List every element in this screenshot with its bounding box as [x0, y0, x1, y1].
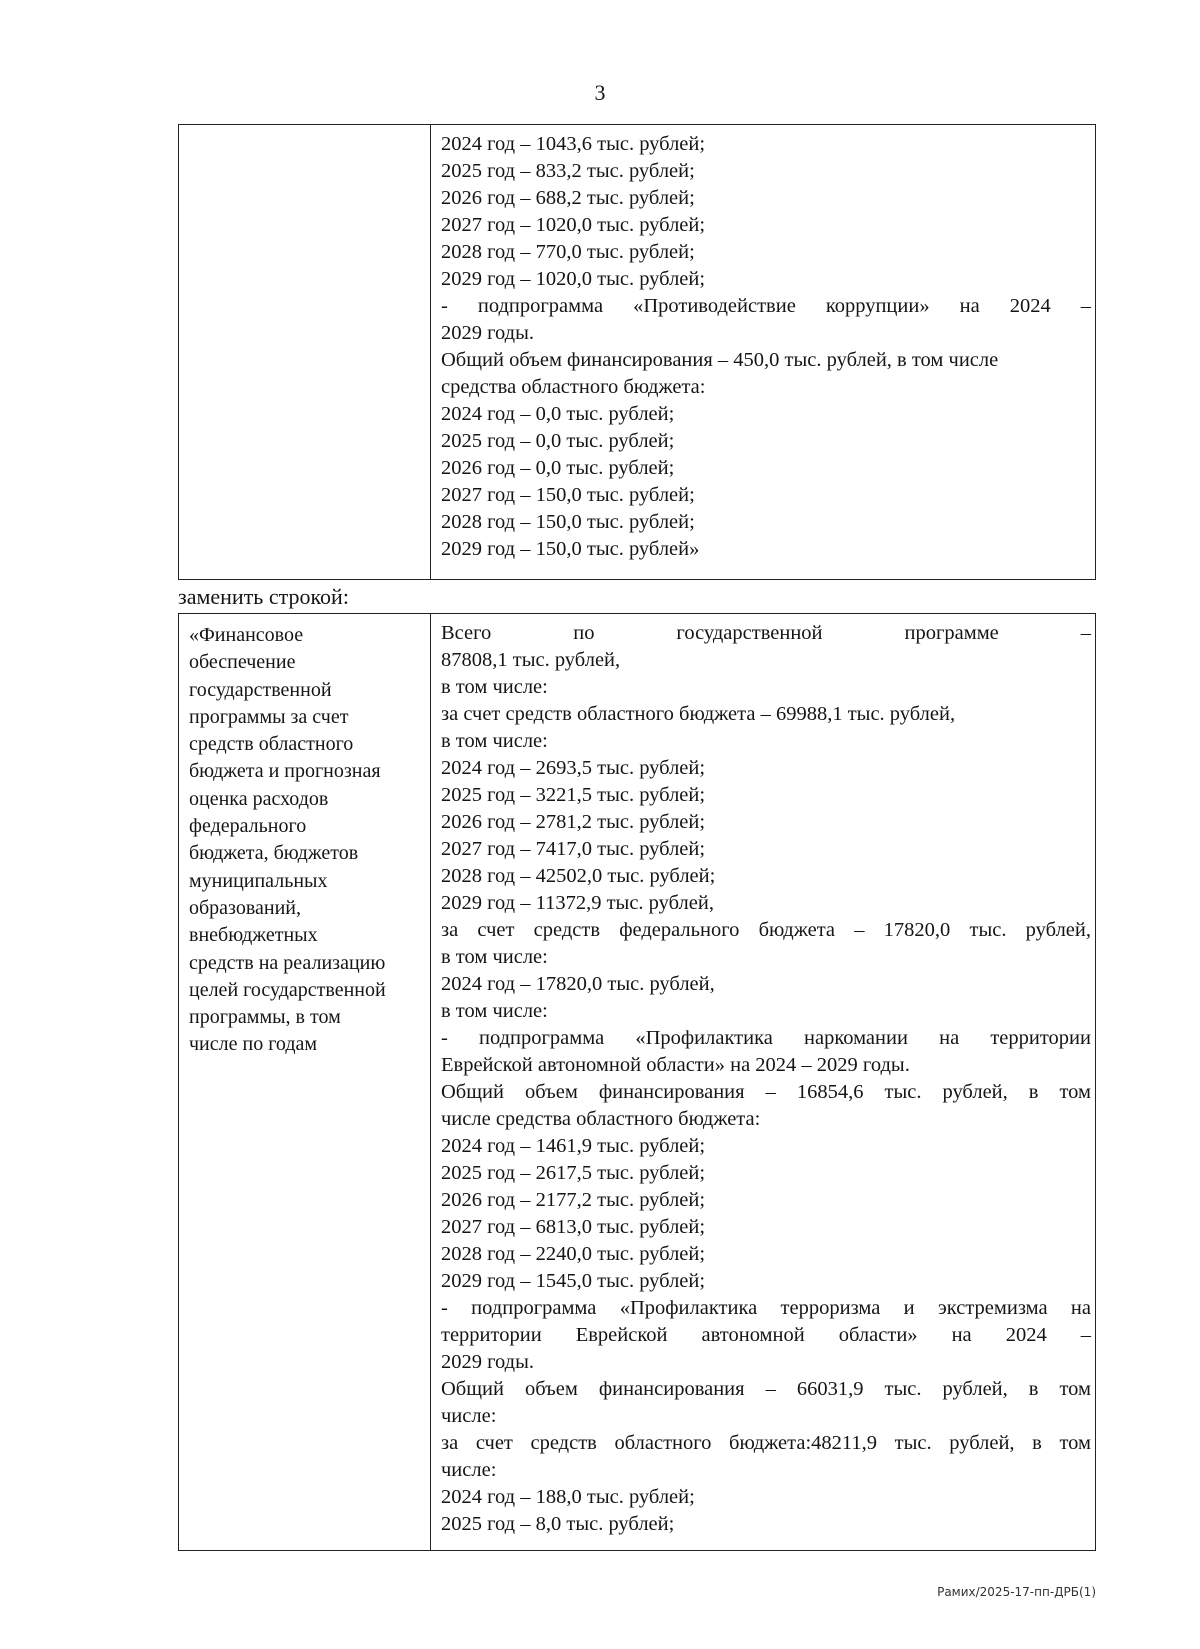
- right-cell-line: Всего по государственной программе –: [441, 622, 1091, 644]
- right-cell-line: 2025 год – 833,2 тыс. рублей;: [441, 160, 695, 182]
- left-cell-line: образований,: [189, 896, 302, 919]
- right-cell-line: 2025 год – 2617,5 тыс. рублей;: [441, 1162, 706, 1184]
- right-cell-line: 2029 год – 150,0 тыс. рублей»: [441, 538, 700, 560]
- right-cell-line: 2026 год – 2781,2 тыс. рублей;: [441, 811, 706, 833]
- right-cell-line: 2027 год – 1020,0 тыс. рублей;: [441, 214, 706, 236]
- right-cell-line: в том числе:: [441, 1000, 548, 1022]
- left-cell-line: программы, в том: [189, 1006, 341, 1029]
- left-cell-line: средств на реализацию: [189, 951, 386, 974]
- table-top-right-cell: [431, 125, 1095, 579]
- left-cell-line: федерального: [189, 815, 307, 838]
- left-cell-line: бюджета, бюджетов: [189, 842, 359, 865]
- right-cell-line: 2028 год – 770,0 тыс. рублей;: [441, 241, 695, 263]
- right-cell-line: 2025 год – 0,0 тыс. рублей;: [441, 430, 675, 452]
- right-cell-line: 2029 год – 1020,0 тыс. рублей;: [441, 268, 706, 290]
- left-cell-line: государственной: [189, 678, 332, 701]
- left-cell-line: средств областного: [189, 733, 354, 756]
- page-number: 3: [594, 80, 606, 105]
- left-cell-line: целей государственной: [189, 978, 386, 1001]
- right-cell-line: 2024 год – 1461,9 тыс. рублей;: [441, 1135, 706, 1157]
- right-cell-line: числе:: [441, 1459, 497, 1481]
- replace-label: заменить строкой:: [178, 584, 349, 609]
- right-cell-line: Общий объем финансирования – 66031,9 тыс. рублей, в том: [441, 1378, 1091, 1400]
- right-cell-line: за счет средств областного бюджета – 69988,1 тыс. рублей,: [441, 703, 956, 725]
- right-cell-line: 2024 год – 17820,0 тыс. рублей,: [441, 973, 715, 995]
- right-cell-line: 2024 год – 1043,6 тыс. рублей;: [441, 133, 706, 155]
- footer-code: Рамих/2025-17-пп-ДРБ(1): [937, 1585, 1096, 1599]
- right-cell-line: 2027 год – 6813,0 тыс. рублей;: [441, 1216, 706, 1238]
- left-cell-line: муниципальных: [189, 869, 328, 892]
- right-cell-line: 2029 годы.: [441, 1351, 535, 1373]
- table-bottom-left-cell: [179, 614, 431, 1550]
- right-cell-line: 2029 год – 11372,9 тыс. рублей,: [441, 892, 714, 914]
- right-cell-line: 2025 год – 3221,5 тыс. рублей;: [441, 784, 706, 806]
- right-cell-line: в том числе:: [441, 946, 548, 968]
- right-cell-line: в том числе:: [441, 730, 548, 752]
- right-cell-line: Общий объем финансирования – 16854,6 тыс. рублей, в том: [441, 1081, 1091, 1103]
- right-cell-line: Общий объем финансирования – 450,0 тыс. рублей, в том числе: [441, 349, 999, 371]
- right-cell-line: числе:: [441, 1405, 497, 1427]
- right-cell-line: 2029 годы.: [441, 322, 535, 344]
- right-cell-line: 2027 год – 150,0 тыс. рублей;: [441, 484, 695, 506]
- right-cell-line: 2028 год – 42502,0 тыс. рублей;: [441, 865, 716, 887]
- right-cell-line: 2024 год – 0,0 тыс. рублей;: [441, 403, 675, 425]
- table-top: [178, 124, 1096, 580]
- right-cell-line: 2024 год – 2693,5 тыс. рублей;: [441, 757, 706, 779]
- left-cell-line: «Финансовое: [189, 624, 304, 646]
- left-cell-line: внебюджетных: [189, 924, 318, 947]
- left-cell-line: оценка расходов: [189, 787, 329, 810]
- right-cell-line: 2025 год – 8,0 тыс. рублей;: [441, 1513, 675, 1535]
- right-cell-line: средства областного бюджета:: [441, 376, 706, 398]
- right-cell-line: 2026 год – 2177,2 тыс. рублей;: [441, 1189, 706, 1211]
- left-cell-line: числе по годам: [189, 1033, 318, 1056]
- right-cell-line: 2028 год – 150,0 тыс. рублей;: [441, 511, 695, 533]
- table-bottom-right-cell: [431, 614, 1095, 1550]
- left-cell-line: программы за счет: [189, 705, 349, 728]
- table-bottom: [178, 613, 1096, 1551]
- right-cell-line: 2029 год – 1545,0 тыс. рублей;: [441, 1270, 706, 1292]
- right-cell-line: Еврейской автономной области» на 2024 – 2029 годы.: [441, 1054, 910, 1076]
- right-cell-line: за счет средств областного бюджета:48211,9 тыс. рублей, в том: [441, 1432, 1091, 1454]
- right-cell-line: числе средства областного бюджета:: [441, 1108, 761, 1130]
- right-cell-line: 2024 год – 188,0 тыс. рублей;: [441, 1486, 695, 1508]
- right-cell-line: в том числе:: [441, 676, 548, 698]
- right-cell-line: 87808,1 тыс. рублей,: [441, 649, 621, 671]
- right-cell-line: - подпрограмма «Профилактика терроризма и экстремизма на: [441, 1297, 1091, 1319]
- right-cell-line: - подпрограмма «Противодействие коррупции» на 2024 –: [441, 295, 1091, 317]
- right-cell-line: 2028 год – 2240,0 тыс. рублей;: [441, 1243, 706, 1265]
- table-top-left-cell: [179, 125, 431, 579]
- right-cell-line: за счет средств федерального бюджета – 17820,0 тыс. рублей,: [441, 919, 1091, 941]
- right-cell-line: территории Еврейской автономной области» на 2024 –: [441, 1324, 1091, 1346]
- right-cell-line: - подпрограмма «Профилактика наркомании на территории: [441, 1027, 1091, 1049]
- left-cell-line: бюджета и прогнозная: [189, 760, 381, 783]
- left-cell-line: обеспечение: [189, 651, 296, 674]
- right-cell-line: 2027 год – 7417,0 тыс. рублей;: [441, 838, 706, 860]
- right-cell-line: 2026 год – 0,0 тыс. рублей;: [441, 457, 675, 479]
- right-cell-line: 2026 год – 688,2 тыс. рублей;: [441, 187, 695, 209]
